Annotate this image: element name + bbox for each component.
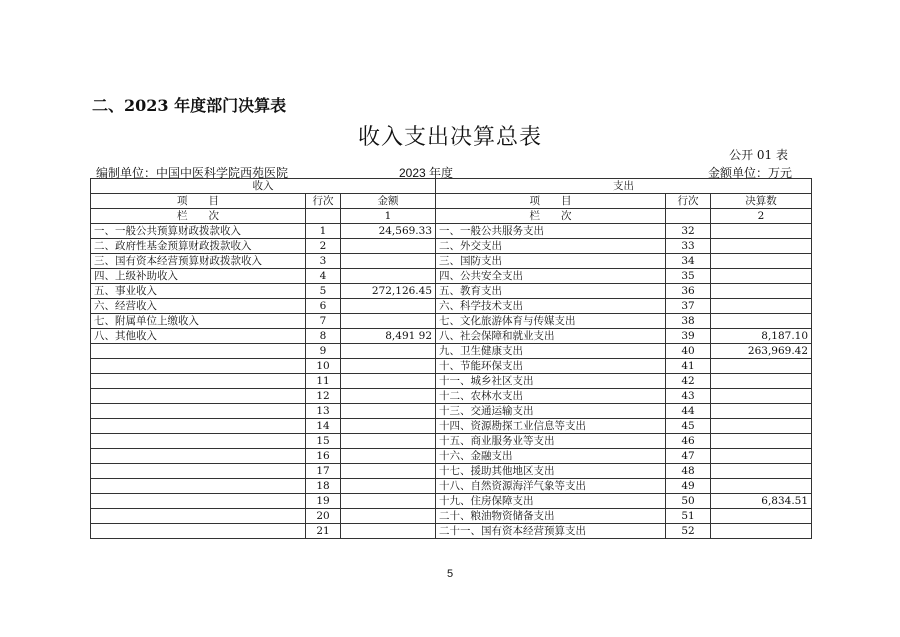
income-item: 一、一般公共预算财政拨款收入 — [91, 224, 306, 239]
income-row-number: 19 — [306, 494, 341, 509]
income-item — [91, 434, 306, 449]
income-amount — [341, 299, 436, 314]
income-row-number: 18 — [306, 479, 341, 494]
income-amount — [341, 509, 436, 524]
income-row-number: 7 — [306, 314, 341, 329]
fiscal-year: 2023 年度 — [399, 166, 454, 180]
income-amount — [341, 464, 436, 479]
expense-amount — [711, 284, 812, 299]
expense-header: 支出 — [436, 179, 812, 194]
expense-amount — [711, 374, 812, 389]
expense-rowno-header: 行次 — [666, 194, 711, 209]
expense-row-number: 46 — [666, 434, 711, 449]
income-item — [91, 419, 306, 434]
expense-amount-header: 决算数 — [711, 194, 812, 209]
expense-amount — [711, 404, 812, 419]
expense-amount — [711, 419, 812, 434]
expense-item: 十九、住房保障支出 — [436, 494, 666, 509]
income-item — [91, 449, 306, 464]
expense-amount — [711, 299, 812, 314]
form-code: 公开 01 表 — [729, 148, 788, 162]
income-amount — [341, 239, 436, 254]
income-row-number: 2 — [306, 239, 341, 254]
table-row — [91, 284, 812, 299]
expense-row-number: 38 — [666, 314, 711, 329]
table-row — [91, 389, 812, 404]
expense-amount — [711, 434, 812, 449]
expense-amount — [711, 464, 812, 479]
expense-item: 六、科学技术支出 — [436, 299, 666, 314]
income-col-number: 1 — [341, 209, 436, 224]
income-amount — [341, 404, 436, 419]
income-lanci: 栏 次 — [91, 209, 306, 224]
expense-amount — [711, 524, 812, 539]
income-item: 五、事业收入 — [91, 284, 306, 299]
header-row-group — [91, 179, 812, 194]
expense-row-number: 41 — [666, 359, 711, 374]
income-row-number: 9 — [306, 344, 341, 359]
income-item — [91, 509, 306, 524]
expense-item: 五、教育支出 — [436, 284, 666, 299]
expense-item-header: 项 目 — [436, 194, 666, 209]
expense-amount — [711, 254, 812, 269]
expense-item: 十、节能环保支出 — [436, 359, 666, 374]
income-amount-header: 金额 — [341, 194, 436, 209]
income-amount — [341, 269, 436, 284]
table-row — [91, 419, 812, 434]
expense-amount — [711, 389, 812, 404]
expense-amount: 263,969.42 — [711, 344, 812, 359]
expense-item: 十六、金融支出 — [436, 449, 666, 464]
expense-amount — [711, 359, 812, 374]
income-item: 八、其他收入 — [91, 329, 306, 344]
expense-row-number: 50 — [666, 494, 711, 509]
income-amount — [341, 449, 436, 464]
table-row — [91, 359, 812, 374]
income-row-number: 3 — [306, 254, 341, 269]
income-item — [91, 494, 306, 509]
table-row — [91, 344, 812, 359]
table-row — [91, 494, 812, 509]
income-row-number: 15 — [306, 434, 341, 449]
income-item: 七、附属单位上缴收入 — [91, 314, 306, 329]
expense-row-number: 49 — [666, 479, 711, 494]
table-row — [91, 509, 812, 524]
income-row-number: 11 — [306, 374, 341, 389]
table-row — [91, 479, 812, 494]
section-title: 二、2023 年度部门决算表 — [92, 96, 287, 115]
currency-unit: 金额单位：万元 — [707, 166, 792, 180]
expense-item: 十一、城乡社区支出 — [436, 374, 666, 389]
table-row — [91, 449, 812, 464]
table-row — [91, 254, 812, 269]
expense-item: 七、文化旅游体育与传媒支出 — [436, 314, 666, 329]
expense-row-number: 39 — [666, 329, 711, 344]
income-amount — [341, 359, 436, 374]
expense-row-number: 43 — [666, 389, 711, 404]
income-row-number: 4 — [306, 269, 341, 284]
income-item — [91, 344, 306, 359]
expense-row-number: 32 — [666, 224, 711, 239]
table-row — [91, 374, 812, 389]
income-row-number: 13 — [306, 404, 341, 419]
table-row — [91, 464, 812, 479]
expense-item: 十三、交通运输支出 — [436, 404, 666, 419]
expense-amount — [711, 224, 812, 239]
expense-row-number: 42 — [666, 374, 711, 389]
table-body — [91, 179, 812, 539]
income-amount: 24,569.33 — [341, 224, 436, 239]
expense-col-number: 2 — [711, 209, 812, 224]
expense-row-number: 34 — [666, 254, 711, 269]
expense-item: 一、一般公共服务支出 — [436, 224, 666, 239]
income-row-number: 16 — [306, 449, 341, 464]
table-row — [91, 329, 812, 344]
expense-row-number: 52 — [666, 524, 711, 539]
expense-item: 十八、自然资源海洋气象等支出 — [436, 479, 666, 494]
income-row-number: 10 — [306, 359, 341, 374]
income-lanci-blank — [306, 209, 341, 224]
income-amount — [341, 419, 436, 434]
income-row-number: 20 — [306, 509, 341, 524]
compiling-unit: 编制单位：中国中医科学院西苑医院 — [96, 166, 289, 180]
income-rowno-header: 行次 — [306, 194, 341, 209]
table-row — [91, 404, 812, 419]
expense-row-number: 37 — [666, 299, 711, 314]
income-amount — [341, 254, 436, 269]
expense-item: 九、卫生健康支出 — [436, 344, 666, 359]
expense-amount: 8,187.10 — [711, 329, 812, 344]
income-item — [91, 359, 306, 374]
income-item — [91, 404, 306, 419]
expense-row-number: 44 — [666, 404, 711, 419]
budget-summary-table — [90, 178, 812, 539]
income-row-number: 8 — [306, 329, 341, 344]
income-row-number: 14 — [306, 419, 341, 434]
income-row-number: 21 — [306, 524, 341, 539]
table-row — [91, 269, 812, 284]
income-amount — [341, 314, 436, 329]
expense-item: 十五、商业服务业等支出 — [436, 434, 666, 449]
expense-amount — [711, 479, 812, 494]
expense-row-number: 45 — [666, 419, 711, 434]
income-amount — [341, 434, 436, 449]
expense-row-number: 36 — [666, 284, 711, 299]
expense-row-number: 40 — [666, 344, 711, 359]
income-item: 六、经营收入 — [91, 299, 306, 314]
expense-lanci: 栏 次 — [436, 209, 666, 224]
income-amount — [341, 479, 436, 494]
income-row-number: 5 — [306, 284, 341, 299]
expense-row-number: 35 — [666, 269, 711, 284]
expense-amount — [711, 449, 812, 464]
income-item: 四、上级补助收入 — [91, 269, 306, 284]
income-row-number: 6 — [306, 299, 341, 314]
expense-row-number: 33 — [666, 239, 711, 254]
income-header: 收入 — [91, 179, 436, 194]
income-amount — [341, 494, 436, 509]
expense-lanci-blank — [666, 209, 711, 224]
table-row — [91, 299, 812, 314]
expense-item: 二十、粮油物资储备支出 — [436, 509, 666, 524]
income-item — [91, 464, 306, 479]
income-item-header: 项 目 — [91, 194, 306, 209]
income-amount — [341, 344, 436, 359]
income-amount: 8,491 92 — [341, 329, 436, 344]
expense-amount: 6,834.51 — [711, 494, 812, 509]
table-row — [91, 434, 812, 449]
expense-item: 四、公共安全支出 — [436, 269, 666, 284]
expense-item: 三、国防支出 — [436, 254, 666, 269]
income-amount: 272,126.45 — [341, 284, 436, 299]
expense-amount — [711, 509, 812, 524]
income-amount — [341, 374, 436, 389]
page-number: 5 — [446, 568, 454, 580]
header-row-lanci — [91, 209, 812, 224]
income-row-number: 1 — [306, 224, 341, 239]
expense-row-number: 47 — [666, 449, 711, 464]
income-item: 三、国有资本经营预算财政拨款收入 — [91, 254, 306, 269]
expense-item: 二十一、国有资本经营预算支出 — [436, 524, 666, 539]
income-amount — [341, 524, 436, 539]
income-item: 二、政府性基金预算财政拨款收入 — [91, 239, 306, 254]
header-row-columns — [91, 194, 812, 209]
expense-amount — [711, 239, 812, 254]
income-item — [91, 479, 306, 494]
income-item — [91, 389, 306, 404]
expense-row-number: 51 — [666, 509, 711, 524]
expense-item: 八、社会保障和就业支出 — [436, 329, 666, 344]
expense-row-number: 48 — [666, 464, 711, 479]
expense-item: 十二、农林水支出 — [436, 389, 666, 404]
expense-item: 十四、资源勘探工业信息等支出 — [436, 419, 666, 434]
income-row-number: 12 — [306, 389, 341, 404]
income-amount — [341, 389, 436, 404]
expense-amount — [711, 269, 812, 284]
page-title: 收入支出决算总表 — [357, 125, 542, 150]
table-row — [91, 239, 812, 254]
income-item — [91, 524, 306, 539]
table-row — [91, 224, 812, 239]
income-row-number: 17 — [306, 464, 341, 479]
income-item — [91, 374, 306, 389]
expense-item: 十七、援助其他地区支出 — [436, 464, 666, 479]
expense-amount — [711, 314, 812, 329]
table-row — [91, 524, 812, 539]
expense-item: 二、外交支出 — [436, 239, 666, 254]
table-row — [91, 314, 812, 329]
